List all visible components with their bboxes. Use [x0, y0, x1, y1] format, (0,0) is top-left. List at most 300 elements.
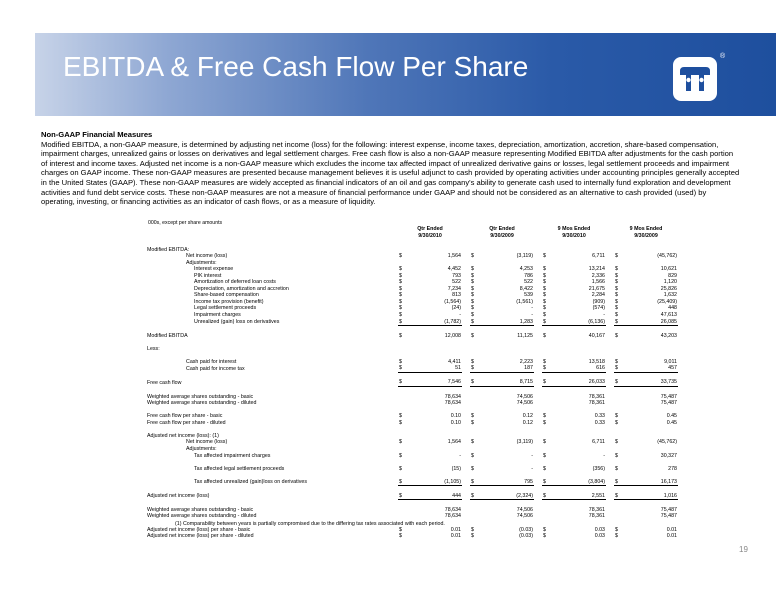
row-label [146, 387, 398, 394]
cell-value: (1,105) [408, 479, 462, 486]
column-gap [462, 372, 470, 379]
column-gap [534, 319, 542, 326]
row-label: Tax affected impairment charges [194, 452, 271, 459]
currency-sign: $ [399, 305, 402, 312]
cell-value: 25,826 [660, 285, 677, 292]
cell-value: - [603, 312, 605, 319]
cell-value: 0.33 [594, 413, 605, 420]
cell-value: 26,085 [624, 319, 678, 326]
table-row [146, 379, 678, 386]
currency-sign: $ [543, 266, 546, 273]
row-label: Free cash flow [147, 379, 182, 386]
row-label: Modified EBITDA [147, 332, 188, 339]
currency-sign: $ [399, 419, 402, 426]
column-gap [534, 372, 542, 379]
cell-value: (0.03) [519, 533, 533, 540]
table-header-row [146, 233, 678, 240]
currency-sign: $ [471, 465, 474, 472]
currency-sign: $ [398, 479, 408, 486]
currency-sign: $ [543, 465, 546, 472]
currency-sign [614, 500, 624, 507]
cell-value: 522 [452, 279, 461, 286]
cell-value: 813 [452, 292, 461, 299]
currency-sign: $ [615, 266, 618, 273]
currency-sign: $ [543, 413, 546, 420]
cell-value: - [531, 452, 533, 459]
column-header: 9 Mos Ended [629, 226, 663, 233]
cell-value: 78,634 [444, 393, 461, 400]
cell-value: 187 [480, 365, 534, 372]
cell-value: 75,487 [660, 400, 677, 407]
column-gap [462, 486, 470, 493]
cell-value: 7,546 [408, 379, 462, 386]
column-gap [534, 479, 542, 486]
cell-value: 11,125 [517, 332, 533, 339]
currency-sign: $ [614, 479, 624, 486]
ebitda-table [146, 226, 678, 540]
row-label: Weighted average shares outstanding - basic [147, 393, 254, 400]
currency-sign [614, 387, 624, 394]
cell-value: 2,223 [519, 358, 533, 365]
currency-sign: $ [399, 285, 402, 292]
row-label: Net income (loss) [186, 253, 228, 260]
column-gap [606, 365, 614, 372]
table-header-row [146, 226, 678, 233]
cell-value: (3,804) [552, 479, 606, 486]
row-label: Unrealized (gain) loss on derivatives [194, 319, 280, 326]
currency-sign: $ [470, 379, 480, 386]
currency-sign: $ [614, 493, 624, 500]
currency-sign: $ [614, 379, 624, 386]
currency-sign: $ [471, 533, 474, 540]
row-label: Net income (loss) [186, 439, 228, 446]
column-gap [462, 479, 470, 486]
currency-sign [542, 486, 552, 493]
cell-value: 0.45 [666, 419, 677, 426]
column-gap [462, 233, 470, 240]
column-gap [534, 226, 542, 233]
currency-sign: $ [543, 439, 546, 446]
column-gap [462, 326, 470, 333]
cell-value: 78,634 [444, 400, 461, 407]
cell-value [624, 500, 678, 507]
row-label: Less: [147, 345, 160, 352]
column-gap [534, 493, 542, 500]
column-gap [462, 379, 470, 386]
cell-value: 457 [624, 365, 678, 372]
page-number: 19 [739, 545, 748, 554]
currency-sign: $ [399, 358, 402, 365]
cell-value: 0.12 [522, 413, 533, 420]
cell-value: 795 [480, 479, 534, 486]
currency-sign: $ [399, 272, 402, 279]
column-header: 9/30/2010 [418, 233, 442, 240]
currency-sign: $ [615, 272, 618, 279]
column-gap [606, 493, 614, 500]
row-label: Adjustments: [186, 259, 217, 266]
cell-value: 10,621 [660, 266, 677, 273]
currency-sign: $ [615, 358, 618, 365]
cell-value: 0.12 [522, 419, 533, 426]
cell-value: (45,762) [657, 253, 677, 260]
cell-value: (6,136) [552, 319, 606, 326]
column-gap [606, 319, 614, 326]
column-gap [462, 533, 470, 540]
cell-value: - [459, 452, 461, 459]
currency-sign [542, 387, 552, 394]
currency-sign: $ [471, 298, 474, 305]
cell-value: 9,011 [664, 358, 677, 365]
column-header: 9/30/2009 [490, 233, 514, 240]
currency-sign: $ [470, 319, 480, 326]
currency-sign [398, 500, 408, 507]
row-label: Adjusted net income (loss) [147, 493, 210, 500]
cell-value: - [459, 312, 461, 319]
cell-value: 2,284 [591, 292, 605, 299]
table-row [146, 533, 678, 540]
cell-value: 33,735 [624, 379, 678, 386]
table-row [146, 319, 678, 326]
cell-value: 7,234 [447, 285, 461, 292]
row-label [146, 486, 398, 493]
currency-sign [470, 372, 480, 379]
currency-sign: $ [543, 452, 546, 459]
currency-sign: $ [543, 358, 546, 365]
table-row [146, 493, 678, 500]
row-label: Impairment charges [194, 312, 241, 319]
currency-sign: $ [543, 305, 546, 312]
row-label: Cash paid for income tax [186, 365, 245, 372]
cell-value: 0.33 [594, 419, 605, 426]
row-label: Cash paid for interest [186, 358, 237, 365]
cell-value: 0.03 [594, 533, 605, 540]
column-gap [534, 533, 542, 540]
cell-value [480, 387, 534, 394]
column-gap [606, 533, 614, 540]
currency-sign: $ [615, 526, 618, 533]
header-spacer [146, 226, 398, 233]
row-label: Legal settlement proceeds [194, 305, 257, 312]
column-gap [606, 486, 614, 493]
currency-sign [614, 372, 624, 379]
currency-sign: $ [615, 305, 618, 312]
cell-value: 74,506 [516, 400, 533, 407]
row-label: Tax affected unrealized (gain)loss on derivatives [194, 479, 307, 486]
currency-sign: $ [615, 439, 618, 446]
currency-sign: $ [471, 272, 474, 279]
row-label: Share-based compensation [194, 292, 259, 299]
currency-sign: $ [542, 493, 552, 500]
currency-sign: $ [471, 419, 474, 426]
column-gap [462, 387, 470, 394]
row-label: Free cash flow per share - diluted [147, 419, 226, 426]
column-gap [606, 372, 614, 379]
currency-sign [398, 486, 408, 493]
table-row [146, 326, 678, 333]
row-label [146, 500, 398, 507]
table-row [146, 365, 678, 372]
currency-sign: $ [542, 319, 552, 326]
column-gap [606, 379, 614, 386]
cell-value: 1,016 [624, 493, 678, 500]
cell-value: (1,561) [516, 298, 533, 305]
currency-sign: $ [543, 312, 546, 319]
cell-value: (356) [592, 465, 605, 472]
column-gap [606, 500, 614, 507]
column-gap [606, 233, 614, 240]
row-label [146, 372, 398, 379]
column-gap [534, 500, 542, 507]
currency-sign: $ [399, 253, 402, 260]
cell-value [408, 372, 462, 379]
currency-sign: $ [471, 526, 474, 533]
cell-value: 40,167 [588, 332, 605, 339]
cell-value: 4,411 [448, 358, 461, 365]
cell-value: 78,634 [444, 506, 461, 513]
cell-value: 21,675 [588, 285, 605, 292]
table-row [146, 479, 678, 486]
cell-value: 0.45 [666, 413, 677, 420]
column-header: Qtr Ended [489, 226, 515, 233]
cell-value: 43,203 [660, 332, 677, 339]
currency-sign: $ [542, 365, 552, 372]
cell-value: (1,782) [408, 319, 462, 326]
currency-sign: $ [543, 533, 546, 540]
currency-sign: $ [615, 332, 618, 339]
title-banner [35, 33, 776, 116]
currency-sign: $ [471, 332, 474, 339]
currency-sign: $ [614, 365, 624, 372]
cell-value [480, 372, 534, 379]
row-label: Adjusted net income (loss) per share - diluted [147, 533, 254, 540]
cell-value: 793 [452, 272, 461, 279]
row-label: Depreciation, amortization and accretion [194, 285, 289, 292]
column-gap [606, 326, 614, 333]
currency-sign: $ [399, 279, 402, 286]
cell-value: - [531, 465, 533, 472]
cell-value: 74,506 [516, 506, 533, 513]
cell-value: 2,336 [591, 272, 605, 279]
row-label: Modified EBITDA: [147, 246, 190, 253]
cell-value: 75,487 [660, 393, 677, 400]
currency-sign: $ [471, 452, 474, 459]
currency-sign: $ [543, 272, 546, 279]
cell-value: 616 [552, 365, 606, 372]
currency-sign: $ [615, 465, 618, 472]
cell-value: 0.10 [450, 413, 461, 420]
cell-value: 6,711 [592, 253, 605, 260]
currency-sign: $ [470, 479, 480, 486]
cell-value [552, 486, 606, 493]
cell-value: 78,361 [588, 513, 605, 520]
cell-value: 13,214 [588, 266, 605, 273]
currency-sign: $ [471, 312, 474, 319]
column-gap [534, 379, 542, 386]
column-gap [534, 486, 542, 493]
currency-sign [470, 486, 480, 493]
column-gap [462, 319, 470, 326]
cell-value: 78,361 [588, 400, 605, 407]
currency-sign: $ [471, 292, 474, 299]
cell-value: (2,324) [480, 493, 534, 500]
cell-value: 2,551 [552, 493, 606, 500]
currency-sign: $ [614, 319, 624, 326]
row-label: PIK interest [194, 272, 222, 279]
currency-sign [398, 372, 408, 379]
currency-sign: $ [399, 413, 402, 420]
cell-value: 16,173 [624, 479, 678, 486]
currency-sign [542, 500, 552, 507]
cell-value: 78,634 [444, 513, 461, 520]
cell-value [480, 326, 534, 333]
cell-value: 522 [524, 279, 533, 286]
cell-value: (3,119) [516, 439, 533, 446]
row-label: Tax affected legal settlement proceeds [194, 465, 285, 472]
column-gap [606, 226, 614, 233]
column-gap [534, 326, 542, 333]
cell-value: 0.01 [450, 526, 461, 533]
row-label: Weighted average shares outstanding - basic [147, 506, 254, 513]
table-units-note: 000s, except per share amounts [148, 220, 223, 226]
currency-sign: $ [615, 312, 618, 319]
cell-value: 78,361 [588, 393, 605, 400]
row-label: Weighted average shares outstanding - diluted [147, 513, 257, 520]
cell-value: 12,008 [444, 332, 461, 339]
currency-sign: $ [399, 298, 402, 305]
currency-sign: $ [399, 452, 402, 459]
table-footnote: (1) Comparability between years is partially compromised due to the differing tax rates associated with each period. [175, 521, 445, 527]
cell-value: (45,762) [657, 439, 677, 446]
cell-value: 4,452 [447, 266, 461, 273]
currency-sign: $ [399, 439, 402, 446]
currency-sign: $ [399, 332, 402, 339]
currency-sign: $ [615, 533, 618, 540]
intro-heading: Non-GAAP Financial Measures [41, 130, 153, 139]
cell-value: 278 [668, 465, 677, 472]
cell-value: 74,506 [516, 393, 533, 400]
currency-sign: $ [399, 465, 402, 472]
cell-value [624, 486, 678, 493]
column-gap [462, 365, 470, 372]
cell-value: (1,564) [444, 298, 461, 305]
cell-value: 0.01 [666, 533, 677, 540]
currency-sign [614, 486, 624, 493]
cell-value: (3,119) [516, 253, 533, 260]
cell-value: 0.01 [450, 533, 461, 540]
currency-sign: $ [398, 493, 408, 500]
currency-sign: $ [471, 305, 474, 312]
currency-sign: $ [399, 526, 402, 533]
cell-value: 1,564 [447, 253, 461, 260]
company-logo-icon [673, 57, 717, 101]
column-gap [462, 226, 470, 233]
header-spacer [146, 233, 398, 240]
currency-sign [542, 372, 552, 379]
row-label: Weighted average shares outstanding - diluted [147, 400, 257, 407]
row-label: Adjusted net income (loss) per share - basic [147, 526, 251, 533]
currency-sign: $ [615, 292, 618, 299]
currency-sign: $ [543, 285, 546, 292]
cell-value: 0.10 [450, 419, 461, 426]
column-gap [462, 500, 470, 507]
slide-title: EBITDA & Free Cash Flow Per Share [63, 51, 529, 82]
cell-value: 1,283 [480, 319, 534, 326]
cell-value: (24) [451, 305, 461, 312]
currency-sign: $ [399, 533, 402, 540]
currency-sign: $ [615, 279, 618, 286]
cell-value: 78,361 [588, 506, 605, 513]
currency-sign: $ [471, 253, 474, 260]
currency-sign: $ [615, 285, 618, 292]
cell-value [408, 387, 462, 394]
cell-value: (574) [592, 305, 605, 312]
cell-value [408, 500, 462, 507]
cell-value: 1,120 [663, 279, 677, 286]
currency-sign: $ [398, 379, 408, 386]
column-header: Qtr Ended [417, 226, 443, 233]
table-row [146, 372, 678, 379]
row-label: Income tax provision (benefit) [194, 298, 264, 305]
cell-value: 829 [668, 272, 677, 279]
currency-sign: $ [615, 253, 618, 260]
non-gaap-intro [41, 130, 741, 207]
currency-sign [614, 326, 624, 333]
currency-sign [542, 326, 552, 333]
cell-value [480, 486, 534, 493]
cell-value: 6,711 [592, 439, 605, 446]
currency-sign: $ [471, 439, 474, 446]
currency-sign [398, 387, 408, 394]
currency-sign: $ [399, 266, 402, 273]
column-gap [534, 233, 542, 240]
column-gap [462, 493, 470, 500]
cell-value: 444 [408, 493, 462, 500]
cell-value [552, 372, 606, 379]
currency-sign: $ [542, 479, 552, 486]
column-header: 9/30/2010 [562, 233, 586, 240]
cell-value: 75,487 [660, 506, 677, 513]
cell-value: 26,033 [552, 379, 606, 386]
column-header: 9/30/2009 [634, 233, 658, 240]
currency-sign: $ [543, 332, 546, 339]
cell-value [552, 387, 606, 394]
currency-sign: $ [471, 266, 474, 273]
row-label: Adjusted net income (loss): (1) [147, 432, 219, 439]
currency-sign: $ [543, 253, 546, 260]
row-label [146, 326, 398, 333]
cell-value: 448 [668, 305, 677, 312]
table-row [146, 486, 678, 493]
cell-value [408, 486, 462, 493]
cell-value [552, 326, 606, 333]
currency-sign: $ [543, 419, 546, 426]
cell-value: 1,566 [591, 279, 605, 286]
cell-value: (0.03) [519, 526, 533, 533]
table-row [146, 387, 678, 394]
cell-value: 1,632 [663, 292, 677, 299]
cell-value [624, 326, 678, 333]
cell-value: 30,327 [660, 452, 677, 459]
table-row [146, 500, 678, 507]
cell-value [624, 372, 678, 379]
currency-sign: $ [542, 379, 552, 386]
cell-value: 539 [524, 292, 533, 299]
currency-sign: $ [471, 285, 474, 292]
cell-value: 74,506 [516, 513, 533, 520]
cell-value: 0.01 [666, 526, 677, 533]
currency-sign: $ [471, 358, 474, 365]
row-label: Interest expense [194, 266, 234, 273]
